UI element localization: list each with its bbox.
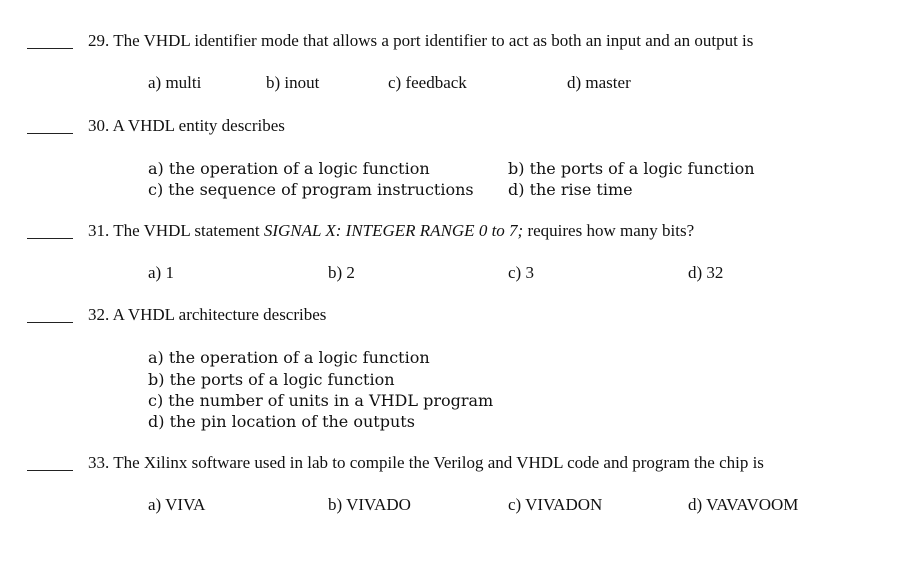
- option-b[interactable]: b) the ports of a logic function: [148, 370, 395, 389]
- option-a[interactable]: a) 1: [148, 263, 174, 282]
- option-a[interactable]: a) multi: [148, 73, 202, 92]
- option-c[interactable]: c) the sequence of program instructions: [148, 180, 474, 199]
- answer-blank-33[interactable]: [27, 470, 73, 471]
- option-c[interactable]: c) 3: [508, 263, 534, 282]
- question-text-pre: The VHDL statement: [113, 221, 264, 240]
- option-c[interactable]: c) feedback: [388, 73, 467, 92]
- question-code: SIGNAL X: INTEGER RANGE 0 to 7;: [263, 221, 524, 240]
- answer-blank-29[interactable]: [27, 48, 73, 49]
- option-d[interactable]: d) the rise time: [508, 180, 633, 199]
- question-text: The Xilinx software used in lab to compile the Verilog and VHDL code and program the chip is: [113, 453, 764, 472]
- question-33: [88, 453, 764, 473]
- question-31: [88, 221, 694, 241]
- option-a[interactable]: a) the operation of a logic function: [148, 348, 430, 367]
- answer-blank-30[interactable]: [27, 133, 73, 134]
- option-d[interactable]: d) VAVAVOOM: [688, 495, 799, 514]
- answer-blank-32[interactable]: [27, 322, 73, 323]
- option-a[interactable]: a) VIVA: [148, 495, 206, 514]
- option-b[interactable]: b) 2: [328, 263, 355, 282]
- question-number: 32.: [88, 305, 110, 324]
- option-d[interactable]: d) 32: [688, 263, 724, 282]
- option-b[interactable]: b) the ports of a logic function: [508, 159, 755, 178]
- question-text: A VHDL architecture describes: [112, 305, 327, 324]
- option-a[interactable]: a) the operation of a logic function: [148, 159, 430, 178]
- question-number: 33.: [88, 453, 110, 472]
- question-30: [88, 116, 285, 136]
- question-text-post: requires how many bits?: [523, 221, 695, 240]
- question-number: 30.: [88, 116, 110, 135]
- answer-blank-31[interactable]: [27, 238, 73, 239]
- question-29: [88, 31, 753, 51]
- question-text: The VHDL identifier mode that allows a port identifier to act as both an input and an output is: [113, 31, 754, 50]
- option-d[interactable]: d) master: [567, 73, 631, 92]
- option-c[interactable]: c) VIVADON: [508, 495, 603, 514]
- option-b[interactable]: b) inout: [266, 73, 320, 92]
- option-c[interactable]: c) the number of units in a VHDL program: [148, 391, 494, 410]
- question-text: A VHDL entity describes: [112, 116, 285, 135]
- question-number: 31.: [88, 221, 110, 240]
- question-number: 29.: [88, 31, 110, 50]
- option-b[interactable]: b) VIVADO: [328, 495, 411, 514]
- question-32: [88, 305, 326, 325]
- option-d[interactable]: d) the pin location of the outputs: [148, 412, 415, 431]
